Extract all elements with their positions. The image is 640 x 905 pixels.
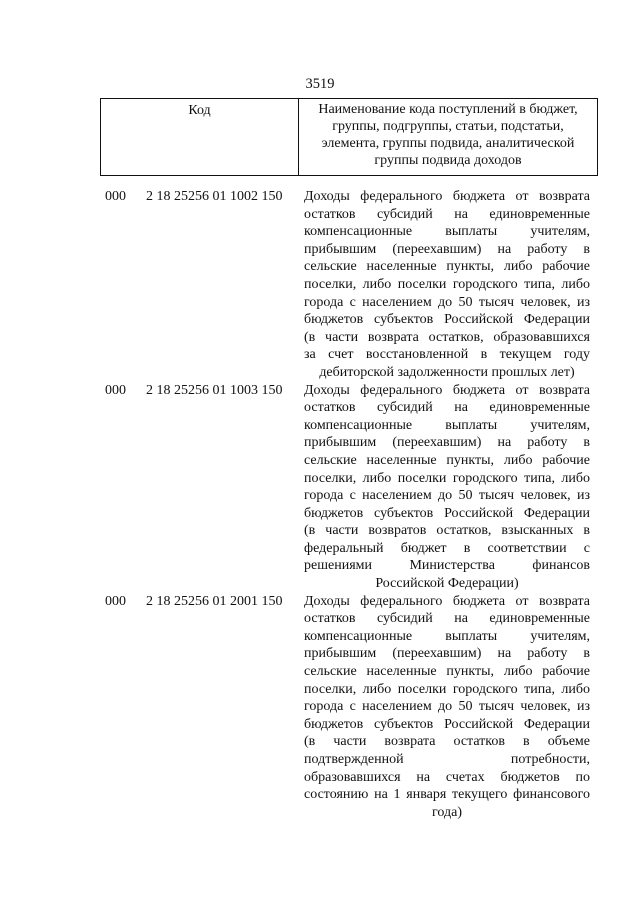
description-line: города с населением до 50 тысяч человек, из <box>304 699 590 715</box>
description-line: (в части возвратов остатков, взысканных в <box>304 523 590 539</box>
description-line: компенсационные выплаты учителям, <box>304 417 590 433</box>
income-code: 2 18 25256 01 1002 150 <box>146 189 283 204</box>
description-line: года) <box>432 804 462 820</box>
header-name-line: Наименование кода поступлений в бюджет, <box>318 102 578 117</box>
description-line: образовавшихся на счетах бюджетов по <box>304 769 590 785</box>
description-line: дебиторской задолженности прошлых лет) <box>319 364 575 380</box>
code-rows <box>0 188 640 821</box>
description-line: Доходы федерального бюджета от возврата <box>304 382 590 398</box>
description-line: поселки, либо поселки городского типа, либо <box>304 276 590 292</box>
description-line: состоянию на 1 января текущего финансового <box>304 787 590 803</box>
table-row <box>0 593 640 822</box>
description-line: бюджетов субъектов Российской Федерации <box>304 312 590 328</box>
description-line: за счет восстановленной в текущем году <box>304 347 590 363</box>
description-line: поселки, либо поселки городского типа, либо <box>304 470 590 486</box>
description-line: (в части возврата остатков в объеме <box>304 734 590 750</box>
header-name-line: группы, подгруппы, статьи, подстатьи, <box>332 119 564 134</box>
header-name-line: группы подвида доходов <box>374 153 522 168</box>
description-line: города с населением до 50 тысяч человек, из <box>304 488 590 504</box>
description-line: остатков субсидий на единовременные <box>304 206 590 222</box>
table-header <box>100 98 598 176</box>
header-name-label <box>299 99 597 175</box>
income-description <box>304 382 590 593</box>
description-line: прибывшим (переехавшим) на работу в <box>304 241 590 257</box>
description-line: бюджетов субъектов Российской Федерации <box>304 716 590 732</box>
income-code: 2 18 25256 01 1003 150 <box>146 382 283 398</box>
description-line: прибывшим (переехавшим) на работу в <box>304 435 590 451</box>
income-description <box>304 593 590 822</box>
description-line: сельские населенные пункты, либо рабочие <box>304 452 590 468</box>
admin-code: 000 <box>105 382 126 398</box>
page-number: 3519 <box>305 76 335 92</box>
description-line: поселки, либо поселки городского типа, либо <box>304 681 590 697</box>
description-line: компенсационные выплаты учителям, <box>304 224 590 240</box>
description-line: федеральный бюджет в соответствии с <box>304 540 590 556</box>
description-line: сельские населенные пункты, либо рабочие <box>304 664 590 680</box>
description-line: решениями Министерства финансов <box>304 558 590 574</box>
admin-code: 000 <box>105 189 126 204</box>
description-line: Доходы федерального бюджета от возврата <box>304 593 590 609</box>
description-line: Доходы федерального бюджета от возврата <box>304 189 590 204</box>
description-line: бюджетов субъектов Российской Федерации <box>304 505 590 521</box>
description-line: подтвержденной потребности, <box>304 752 590 767</box>
description-line: Российской Федерации) <box>375 576 519 592</box>
admin-code: 000 <box>105 593 126 609</box>
table-row <box>0 382 640 593</box>
table-row <box>0 188 640 382</box>
description-line: сельские населенные пункты, либо рабочие <box>304 259 590 275</box>
header-code-label: Код <box>101 99 299 175</box>
description-line: остатков субсидий на единовременные <box>304 611 590 627</box>
income-description <box>304 188 590 382</box>
description-line: города с населением до 50 тысяч человек, из <box>304 294 590 310</box>
description-line: остатков субсидий на единовременные <box>304 400 590 416</box>
description-line: прибывшим (переехавшим) на работу в <box>304 646 590 662</box>
description-line: (в части возврата остатков, образовавшихся <box>304 329 590 345</box>
description-line: компенсационные выплаты учителям, <box>304 628 590 644</box>
header-name-line: элемента, группы подвида, аналитической <box>321 136 575 151</box>
income-code: 2 18 25256 01 2001 150 <box>146 593 283 609</box>
